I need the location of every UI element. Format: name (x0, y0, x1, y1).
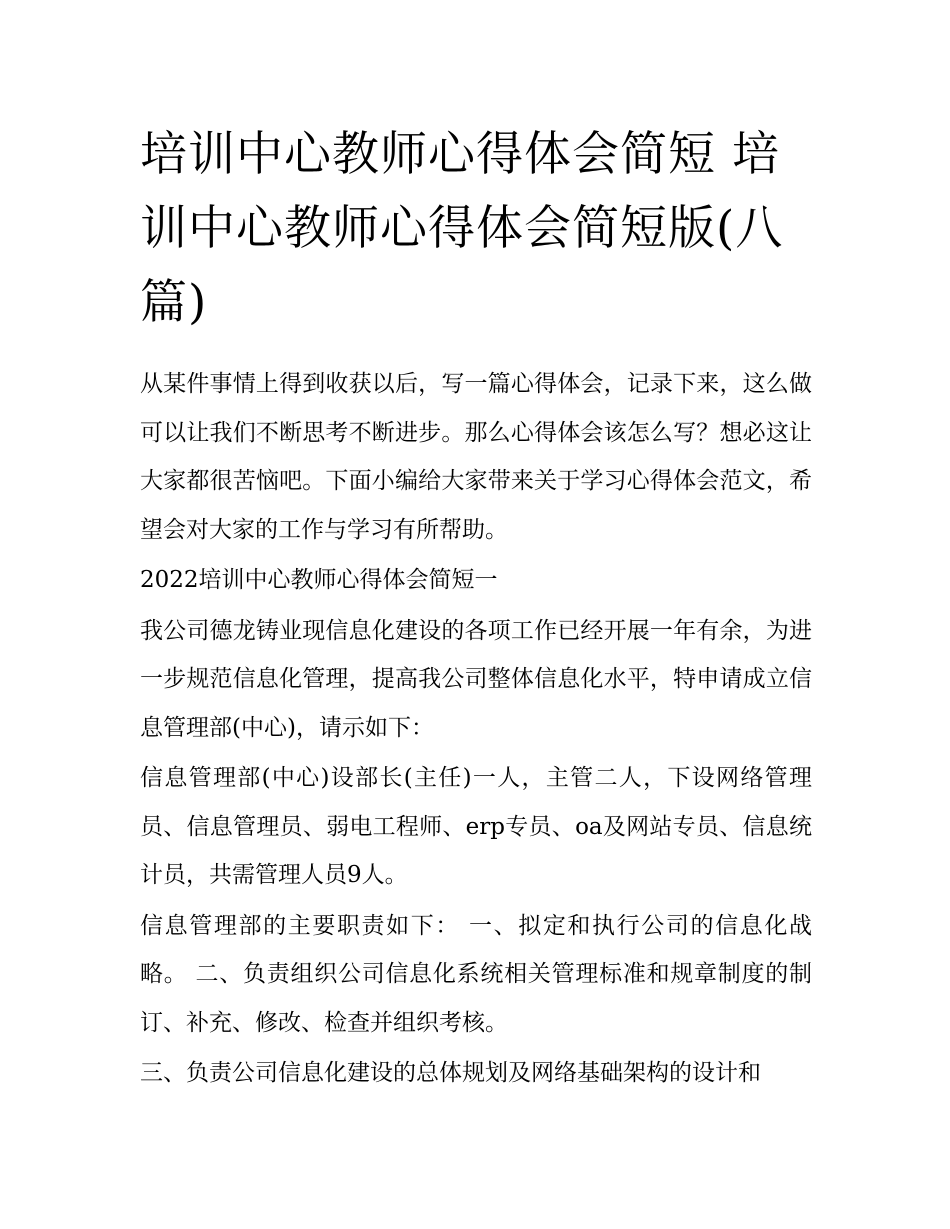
document-title: 培训中心教师心得体会简短 培训中心教师心得体会简短版(八篇) (140, 127, 784, 330)
paragraph: 三、负责公司信息化建设的总体规划及网络基础架构的设计和 (140, 1060, 761, 1086)
paragraph-intro: 从某件事情上得到收获以后，写一篇心得体会，记录下来，这么做可以让我们不断思考不断进步。那么心得体会该怎么写？想必这让大家都很苦恼吧。下面小编给大家带来关于学习心得体会范文，希望会对大家的工作与学习有所帮助。 (140, 371, 812, 543)
section-heading: 2022培训中心教师心得体会简短一 (140, 567, 498, 593)
document-body (140, 118, 812, 1100)
paragraph: 我公司德龙铸业现信息化建设的各项工作已经开展一年有余，为进一步规范信息化管理，提高我公司整体信息化水平，特申请成立信息管理部(中心)，请示如下： (140, 617, 812, 741)
paragraph: 信息管理部的主要职责如下： 一、拟定和执行公司的信息化战略。 二、负责组织公司信息化系统相关管理标准和规章制度的制订、补充、修改、检查并组织考核。 (140, 912, 812, 1036)
paragraph: 信息管理部(中心)设部长(主任)一人，主管二人，下设网络管理员、信息管理员、弱电工程师、erp专员、oa及网站专员、信息统计员，共需管理人员9人。 (140, 765, 812, 888)
